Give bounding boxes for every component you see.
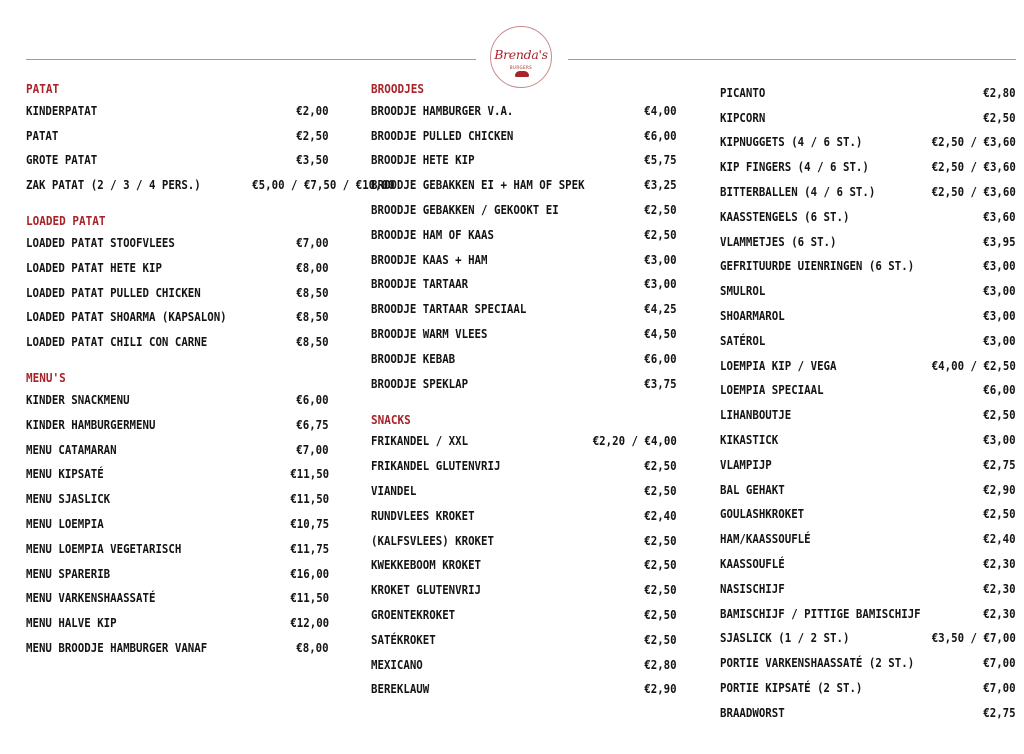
menu-item <box>371 272 677 297</box>
item-price: €3,00 <box>983 432 1016 448</box>
item-price: €7,00 <box>296 235 329 251</box>
menu-item <box>26 172 395 197</box>
item-name: (KALFSVLEES) KROKET <box>371 532 494 548</box>
item-price: €3,00 <box>644 276 677 292</box>
menu-item <box>720 154 1016 179</box>
menu-item <box>720 303 1016 328</box>
menu-item <box>26 586 329 611</box>
menu-item <box>371 148 677 173</box>
item-price: €4,00 <box>644 102 677 118</box>
item-name: MENU KIPSATÉ <box>26 466 104 482</box>
menu-column-3 <box>720 80 1016 740</box>
item-price: €2,50 <box>644 607 677 623</box>
item-name: SATÉROL <box>720 332 766 348</box>
item-name: LOEMPIA SPECIAAL <box>720 382 824 398</box>
item-price: €11,50 <box>290 466 329 482</box>
item-price: €3,00 <box>644 251 677 267</box>
item-price: €2,50 / €3,60 <box>931 159 1016 175</box>
item-name: BROODJE TARTAAR SPECIAAL <box>371 301 527 317</box>
item-price: €6,00 <box>644 350 677 366</box>
item-name: PICANTO <box>720 84 766 100</box>
item-name: BROODJE WARM VLEES <box>371 326 488 342</box>
item-price: €4,50 <box>644 326 677 342</box>
item-name: KROKET GLUTENVRIJ <box>371 582 482 598</box>
item-name: BAL GEHAKT <box>720 481 785 497</box>
menu-item <box>26 255 329 280</box>
menu-item <box>371 528 677 553</box>
item-name: NASISCHIJF <box>720 580 785 596</box>
item-name: BEREKLAUW <box>371 681 430 697</box>
item-price: €2,50 <box>644 631 677 647</box>
item-name: BRAADWORST <box>720 704 785 720</box>
item-price: €5,00 / €7,50 / €10,00 <box>252 177 395 193</box>
item-name: BROODJE GEBAKKEN / GEKOOKT EI <box>371 202 559 218</box>
menu-item <box>26 635 329 660</box>
item-price: €11,50 <box>290 590 329 606</box>
menu-item <box>720 626 1016 651</box>
item-price: €8,50 <box>296 284 329 300</box>
item-price: €3,50 <box>296 152 329 168</box>
item-price: €7,00 <box>983 655 1016 671</box>
menu-item <box>371 98 677 123</box>
item-name: VIANDEL <box>371 483 417 499</box>
item-name: ZAK PATAT (2 / 3 / 4 PERS.) <box>26 177 201 193</box>
menu-item <box>371 553 677 578</box>
item-name: SMULROL <box>720 283 766 299</box>
menu-item-list <box>26 387 329 660</box>
menu-item <box>26 412 329 437</box>
menu-item <box>371 296 677 321</box>
menu-item <box>371 503 677 528</box>
item-price: €2,40 <box>644 507 677 523</box>
item-name: LOADED PATAT PULLED CHICKEN <box>26 284 201 300</box>
item-name: BROODJE KAAS + HAM <box>371 251 488 267</box>
item-price: €6,75 <box>296 416 329 432</box>
menu-item <box>720 229 1016 254</box>
menu-item <box>720 105 1016 130</box>
menu-item <box>720 526 1016 551</box>
item-name: FRIKANDEL GLUTENVRIJ <box>371 458 501 474</box>
item-price: €16,00 <box>290 565 329 581</box>
menu-item <box>26 610 329 635</box>
menu-section <box>26 80 395 197</box>
item-price: €6,00 <box>296 392 329 408</box>
item-price: €6,00 <box>983 382 1016 398</box>
item-price: €11,50 <box>290 491 329 507</box>
item-price: €2,30 <box>983 580 1016 596</box>
item-price: €5,75 <box>644 152 677 168</box>
item-name: LOADED PATAT SHOARMA (KAPSALON) <box>26 309 227 325</box>
item-price: €2,20 / €4,00 <box>592 433 677 449</box>
section-title: BROODJES <box>371 81 424 96</box>
menu-item <box>371 478 677 503</box>
item-name: KIKASTICK <box>720 432 779 448</box>
item-price: €8,50 <box>296 309 329 325</box>
menu-item <box>720 452 1016 477</box>
menu-section <box>371 80 677 396</box>
item-name: GROENTEKROKET <box>371 607 456 623</box>
item-name: FRIKANDEL / XXL <box>371 433 469 449</box>
item-name: PORTIE VARKENSHAASSATÉ (2 ST.) <box>720 655 915 671</box>
menu-item <box>720 179 1016 204</box>
menu-item <box>371 321 677 346</box>
item-price: €3,00 <box>983 332 1016 348</box>
item-name: MENU SPARERIB <box>26 565 111 581</box>
item-name: BITTERBALLEN (4 / 6 ST.) <box>720 184 876 200</box>
item-price: €2,90 <box>983 481 1016 497</box>
item-name: LOEMPIA KIP / VEGA <box>720 357 837 373</box>
menu-item <box>371 172 677 197</box>
item-price: €2,50 / €3,60 <box>931 134 1016 150</box>
menu-item <box>720 502 1016 527</box>
item-name: MEXICANO <box>371 656 423 672</box>
item-price: €2,50 <box>983 407 1016 423</box>
menu-item <box>26 561 329 586</box>
menu-item <box>26 123 329 148</box>
item-name: BROODJE HAMBURGER V.A. <box>371 102 514 118</box>
menu-item <box>720 675 1016 700</box>
item-name: SJASLICK (1 / 2 ST.) <box>720 630 850 646</box>
item-name: MENU BROODJE HAMBURGER VANAF <box>26 640 208 656</box>
item-price: €2,40 <box>983 531 1016 547</box>
item-name: PORTIE KIPSATÉ (2 ST.) <box>720 680 863 696</box>
menu-column-2 <box>371 80 677 716</box>
item-price: €7,00 <box>983 680 1016 696</box>
item-price: €8,00 <box>296 640 329 656</box>
menu-item <box>720 328 1016 353</box>
item-name: LOADED PATAT STOOFVLEES <box>26 235 175 251</box>
item-price: €2,50 <box>983 506 1016 522</box>
item-name: BROODJE HETE KIP <box>371 152 475 168</box>
item-price: €2,50 <box>644 582 677 598</box>
item-price: €2,50 <box>644 483 677 499</box>
item-name: BROODJE HAM OF KAAS <box>371 226 494 242</box>
item-price: €2,30 <box>983 605 1016 621</box>
menu-item <box>720 80 1016 105</box>
item-name: BROODJE GEBAKKEN EI + HAM OF SPEK <box>371 177 585 193</box>
menu-item <box>720 576 1016 601</box>
menu-item <box>720 204 1016 229</box>
item-name: LIHANBOUTJE <box>720 407 792 423</box>
item-price: €11,75 <box>290 540 329 556</box>
menu-item-list <box>720 80 1016 725</box>
menu-item <box>26 329 329 354</box>
item-price: €3,75 <box>644 375 677 391</box>
item-price: €3,00 <box>983 308 1016 324</box>
item-price: €2,90 <box>644 681 677 697</box>
menu-item <box>371 453 677 478</box>
item-price: €3,60 <box>983 208 1016 224</box>
section-title: SNACKS <box>371 411 411 427</box>
item-price: €3,95 <box>983 233 1016 249</box>
menu-section <box>26 212 329 354</box>
item-price: €2,80 <box>983 84 1016 100</box>
menu-item <box>371 247 677 272</box>
item-name: KIPNUGGETS (4 / 6 ST.) <box>720 134 863 150</box>
menu-item-list <box>371 429 677 702</box>
menu-item <box>720 353 1016 378</box>
menu-item <box>371 222 677 247</box>
item-price: €2,30 <box>983 556 1016 572</box>
item-name: KAASSOUFLÉ <box>720 556 785 572</box>
item-name: MENU SJASLICK <box>26 491 111 507</box>
menu-item <box>371 652 677 677</box>
item-name: KWEKKEBOOM KROKET <box>371 557 482 573</box>
menu-section <box>26 369 329 660</box>
item-price: €6,00 <box>644 127 677 143</box>
item-price: €3,25 <box>644 177 677 193</box>
item-price: €4,25 <box>644 301 677 317</box>
item-name: KINDER SNACKMENU <box>26 392 130 408</box>
item-price: €2,50 <box>983 109 1016 125</box>
item-price: €4,00 / €2,50 <box>931 357 1016 373</box>
menu-item <box>26 387 329 412</box>
item-price: €2,50 <box>644 532 677 548</box>
logo-name: Brenda's <box>494 47 548 62</box>
menu-item <box>371 677 677 702</box>
item-name: BROODJE TARTAAR <box>371 276 469 292</box>
item-price: €2,00 <box>296 102 329 118</box>
menu-item <box>371 197 677 222</box>
menu-item <box>26 148 329 173</box>
menu-item <box>26 305 329 330</box>
menu-item <box>720 650 1016 675</box>
item-name: MENU VARKENSHAASSATÉ <box>26 590 156 606</box>
menu-item-list <box>26 98 395 197</box>
section-title: MENU'S <box>26 370 66 386</box>
item-name: BROODJE PULLED CHICKEN <box>371 127 514 143</box>
item-price: €8,50 <box>296 334 329 350</box>
item-name: RUNDVLEES KROKET <box>371 507 475 523</box>
item-name: KAASSTENGELS (6 ST.) <box>720 208 850 224</box>
menu-item <box>720 402 1016 427</box>
item-price: €8,00 <box>296 259 329 275</box>
item-price: €10,75 <box>290 516 329 532</box>
menu-item <box>371 346 677 371</box>
item-name: KINDER HAMBURGERMENU <box>26 416 156 432</box>
item-price: €2,75 <box>983 704 1016 720</box>
item-name: BAMISCHIJF / PITTIGE BAMISCHIJF <box>720 605 921 621</box>
item-price: €3,50 / €7,00 <box>931 630 1016 646</box>
menu-item <box>720 427 1016 452</box>
item-name: GEFRITUURDE UIENRINGEN (6 ST.) <box>720 258 915 274</box>
menu-item <box>26 486 329 511</box>
item-name: SATÉKROKET <box>371 631 436 647</box>
item-name: MENU HALVE KIP <box>26 615 117 631</box>
menu-item <box>371 429 677 454</box>
menu-item <box>720 477 1016 502</box>
menu-item <box>26 511 329 536</box>
menu-item <box>26 462 329 487</box>
item-name: BROODJE KEBAB <box>371 350 456 366</box>
logo-tagline: BURGERS <box>509 65 533 70</box>
item-name: KIPCORN <box>720 109 766 125</box>
menu-item-list <box>371 98 677 396</box>
item-price: €2,75 <box>983 456 1016 472</box>
item-price: €2,50 <box>296 127 329 143</box>
menu-item <box>720 700 1016 725</box>
item-name: SHOARMAROL <box>720 308 785 324</box>
item-name: LOADED PATAT HETE KIP <box>26 259 162 275</box>
section-title: LOADED PATAT <box>26 213 106 229</box>
item-price: €3,00 <box>983 283 1016 299</box>
menu-item <box>720 254 1016 279</box>
section-title: PATAT <box>26 81 60 96</box>
item-price: €2,80 <box>644 656 677 672</box>
header-rule-left <box>26 59 476 60</box>
menu-item <box>720 378 1016 403</box>
menu-section <box>371 411 677 702</box>
menu-item <box>720 601 1016 626</box>
menu-item <box>371 371 677 396</box>
menu-item <box>371 123 677 148</box>
menu-item <box>26 280 329 305</box>
menu-item-list <box>26 230 329 354</box>
item-price: €2,50 <box>644 557 677 573</box>
item-name: PATAT <box>26 127 59 143</box>
menu-item <box>371 627 677 652</box>
item-name: GROTE PATAT <box>26 152 98 168</box>
menu-item <box>720 551 1016 576</box>
item-price: €2,50 <box>644 202 677 218</box>
item-name: BROODJE SPEKLAP <box>371 375 469 391</box>
item-name: MENU LOEMPIA VEGETARISCH <box>26 540 182 556</box>
item-price: €12,00 <box>290 615 329 631</box>
item-price: €2,50 <box>644 226 677 242</box>
menu-item <box>26 230 329 255</box>
item-name: MENU CATAMARAN <box>26 441 117 457</box>
menu-item <box>720 130 1016 155</box>
menu-item <box>371 602 677 627</box>
menu-section <box>720 80 1016 725</box>
item-name: KINDERPATAT <box>26 102 98 118</box>
item-price: €2,50 / €3,60 <box>931 184 1016 200</box>
item-name: MENU LOEMPIA <box>26 516 104 532</box>
burger-icon <box>515 71 529 77</box>
header-rule-right <box>568 59 1016 60</box>
menu-item <box>26 536 329 561</box>
item-name: VLAMPIJP <box>720 456 772 472</box>
item-name: GOULASHKROKET <box>720 506 805 522</box>
item-name: HAM/KAASSOUFLÉ <box>720 531 811 547</box>
brand-logo <box>490 26 552 88</box>
item-price: €7,00 <box>296 441 329 457</box>
menu-header <box>0 0 1024 82</box>
item-price: €2,50 <box>644 458 677 474</box>
item-price: €3,00 <box>983 258 1016 274</box>
item-name: KIP FINGERS (4 / 6 ST.) <box>720 159 869 175</box>
menu-item <box>720 278 1016 303</box>
menu-item <box>26 437 329 462</box>
menu-item <box>26 98 329 123</box>
item-name: VLAMMETJES (6 ST.) <box>720 233 837 249</box>
item-name: LOADED PATAT CHILI CON CARNE <box>26 334 208 350</box>
menu-item <box>371 577 677 602</box>
